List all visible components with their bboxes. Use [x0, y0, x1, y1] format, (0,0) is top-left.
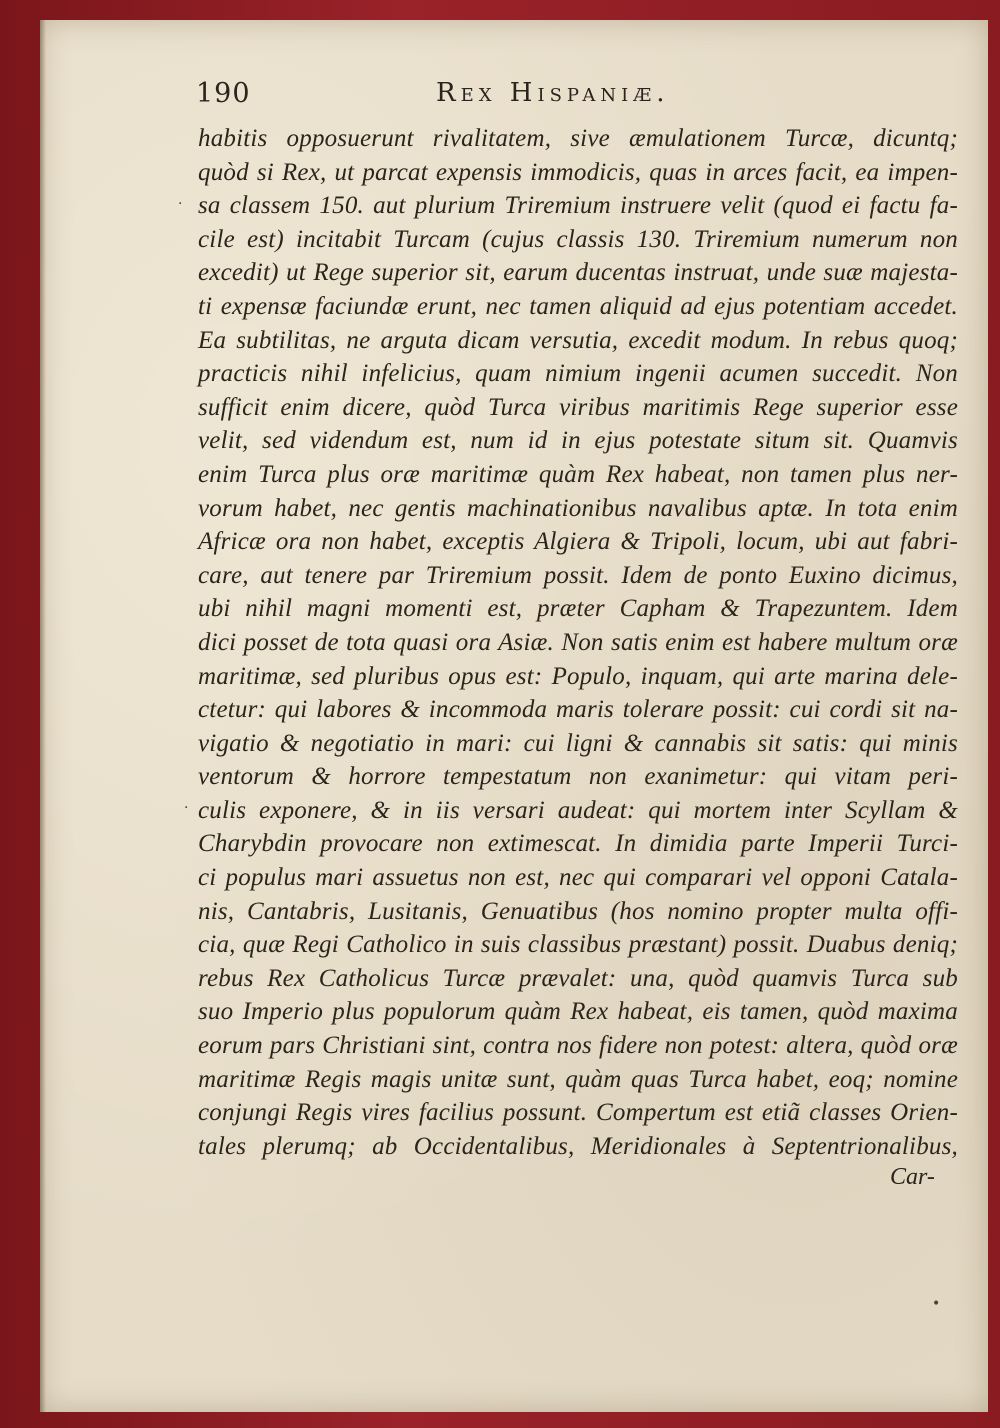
text-line: ti expensæ faciundæ erunt, nec tamen aliquid ad ejus potentiam accedet. [198, 292, 958, 320]
text-line: Africæ ora non habet, exceptis Algiera & Tripoli, locum, ubi aut fabri- [198, 528, 958, 556]
text-line: tales plerumq; ab Occidentalibus, Meridionales à Septentrionalibus, [198, 1132, 958, 1160]
text-line: vigatio & negotiatio in mari: cui ligni & cannabis sit satis: qui minis [198, 729, 958, 757]
text-line: suo Imperio plus populorum quàm Rex habeat, eis tamen, quòd maxima [198, 998, 958, 1026]
paper-speck: • [932, 1296, 941, 1312]
page-number: 190 [196, 78, 251, 109]
margin-speck: · [184, 800, 189, 816]
text-line: rebus Rex Catholicus Turcæ prævalet: una, quòd quamvis Turca sub [198, 964, 958, 992]
text-line: ventorum & horrore tempestatum non exanimetur: qui vitam peri- [198, 763, 958, 791]
text-line: habitis opposuerunt rivalitatem, sive æmulationem Turcæ, dicuntq; [198, 125, 958, 152]
text-line: ubi nihil magni momenti est, præter Capham & Trapezuntem. Idem [198, 595, 958, 623]
text-line: conjungi Regis vires facilius possunt. Compertum est etiã classes Orien- [198, 1099, 958, 1127]
text-line: culis exponere, & in iis versari audeat: qui mortem inter Scyllam & [198, 796, 958, 824]
text-line: excedit) ut Rege superior sit, earum ducentas instruat, unde suæ majesta- [198, 259, 958, 287]
running-head: Rex Hispaniæ. [436, 78, 670, 108]
text-line: ci populus mari assuetus non est, nec qui comparari vel opponi Catala- [198, 864, 958, 892]
text-line: velit, sed videndum est, num id in ejus potestate situm sit. Quamvis [198, 427, 958, 455]
text-line: practicis nihil infelicius, quam nimium ingenii acumen succedit. Non [198, 360, 958, 388]
margin-speck: · [178, 196, 183, 212]
text-line: eorum pars Christiani sint, contra nos fidere non potest: altera, quòd oræ [198, 1032, 958, 1060]
text-line: dici posset de tota quasi ora Asiæ. Non satis enim est habere multum oræ [198, 628, 958, 656]
text-line: vorum habet, nec gentis machinationibus navalibus aptæ. In tota enim [198, 494, 958, 522]
text-line: maritimæ Regis magis unitæ sunt, quàm quas Turca habet, eoq; nomine [198, 1065, 958, 1093]
text-line: nis, Cantabris, Lusitanis, Genuatibus (hos nomino propter multa offi- [198, 897, 958, 925]
body-text [198, 122, 958, 1163]
text-line: maritimæ, sed pluribus opus est: Populo, inquam, qui arte marina dele- [198, 662, 958, 690]
catchword: Car- [890, 1164, 935, 1190]
text-line: care, aut tenere par Triremium possit. Idem de ponto Euxino dicimus, [198, 561, 958, 589]
text-line: cia, quæ Regi Catholico in suis classibus præstant) possit. Duabus deniq; [198, 931, 958, 959]
text-line: Ea subtilitas, ne arguta dicam versutia, excedit modum. In rebus quoq; [198, 326, 958, 354]
text-line: sufficit enim dicere, quòd Turca viribus maritimis Rege superior esse [198, 393, 958, 421]
page-header [196, 78, 956, 118]
text-line: Charybdin provocare non extimescat. In dimidia parte Imperii Turci- [198, 830, 958, 858]
text-line: sa classem 150. aut plurium Triremium instruere velit (quod ei factu fa- [198, 192, 958, 220]
text-line: quòd si Rex, ut parcat expensis immodicis, quas in arces facit, ea impen- [198, 158, 958, 186]
text-line: enim Turca plus oræ maritimæ quàm Rex habeat, non tamen plus ner- [198, 460, 958, 488]
page-gutter-shadow [40, 20, 46, 1412]
text-line: ctetur: qui labores & incommoda maris tolerare possit: cui cordi sit na- [198, 696, 958, 724]
text-line: cile est) incitabit Turcam (cujus classis 130. Triremium numerum non [198, 225, 958, 253]
